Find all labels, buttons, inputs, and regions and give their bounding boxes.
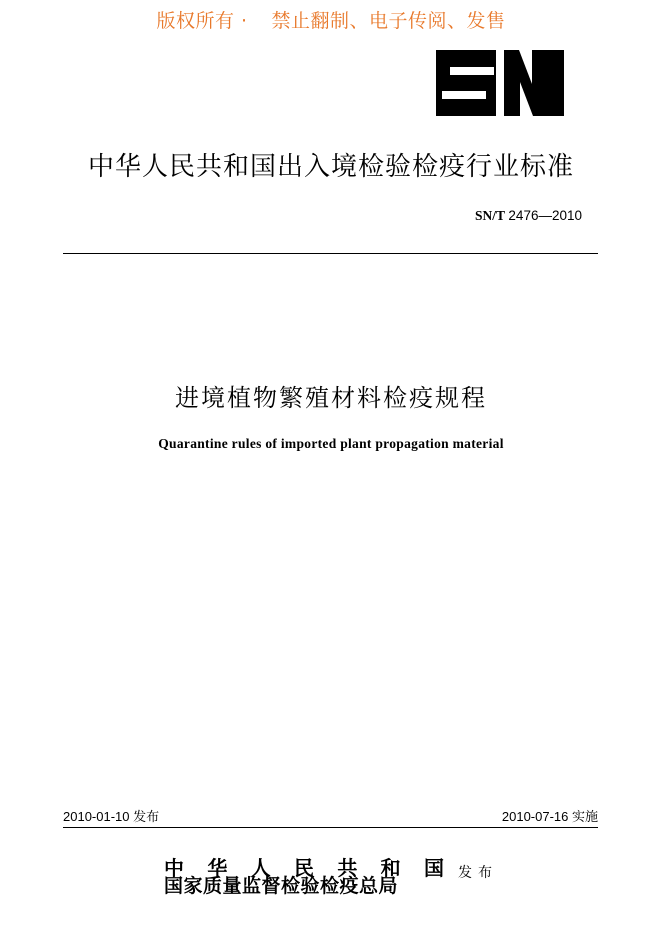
copyright-notice-part1: 版权所有 · [156,10,248,32]
copyright-notice-part2: 禁止翻制、电子传阅、发售 [271,10,506,32]
standard-number-prefix: SN/T [475,208,506,223]
publisher-country-char: 中 [164,856,184,880]
bottom-divider [63,827,598,828]
publisher-country-char: 和 [380,856,401,880]
publisher-country-char: 共 [337,856,358,880]
issue-date: 2010-01-10 发布 [63,809,160,824]
standard-category: 中华人民共和国出入境检验检疫行业标准 [87,152,574,182]
top-divider [63,253,598,254]
title-chinese: 进境植物繁殖材料检疫规程 [175,384,487,412]
publisher-country-char: 华 [207,856,228,880]
copyright-notice [0,6,662,33]
title-english: Quarantine rules of imported plant propagation material [158,436,504,451]
publish-label: 发布 [458,865,498,881]
publisher-country-char: 民 [293,856,314,880]
standard-number-code: 2476—2010 [508,208,582,223]
sn-logo [436,50,564,116]
publisher-country-char: 国 [423,856,444,880]
standard-number [475,208,582,224]
publisher-country-char: 人 [250,856,271,880]
publisher-agency: 国家质量监督检验检疫总局 [164,875,399,897]
implementation-date: 2010-07-16 实施 [501,809,598,824]
